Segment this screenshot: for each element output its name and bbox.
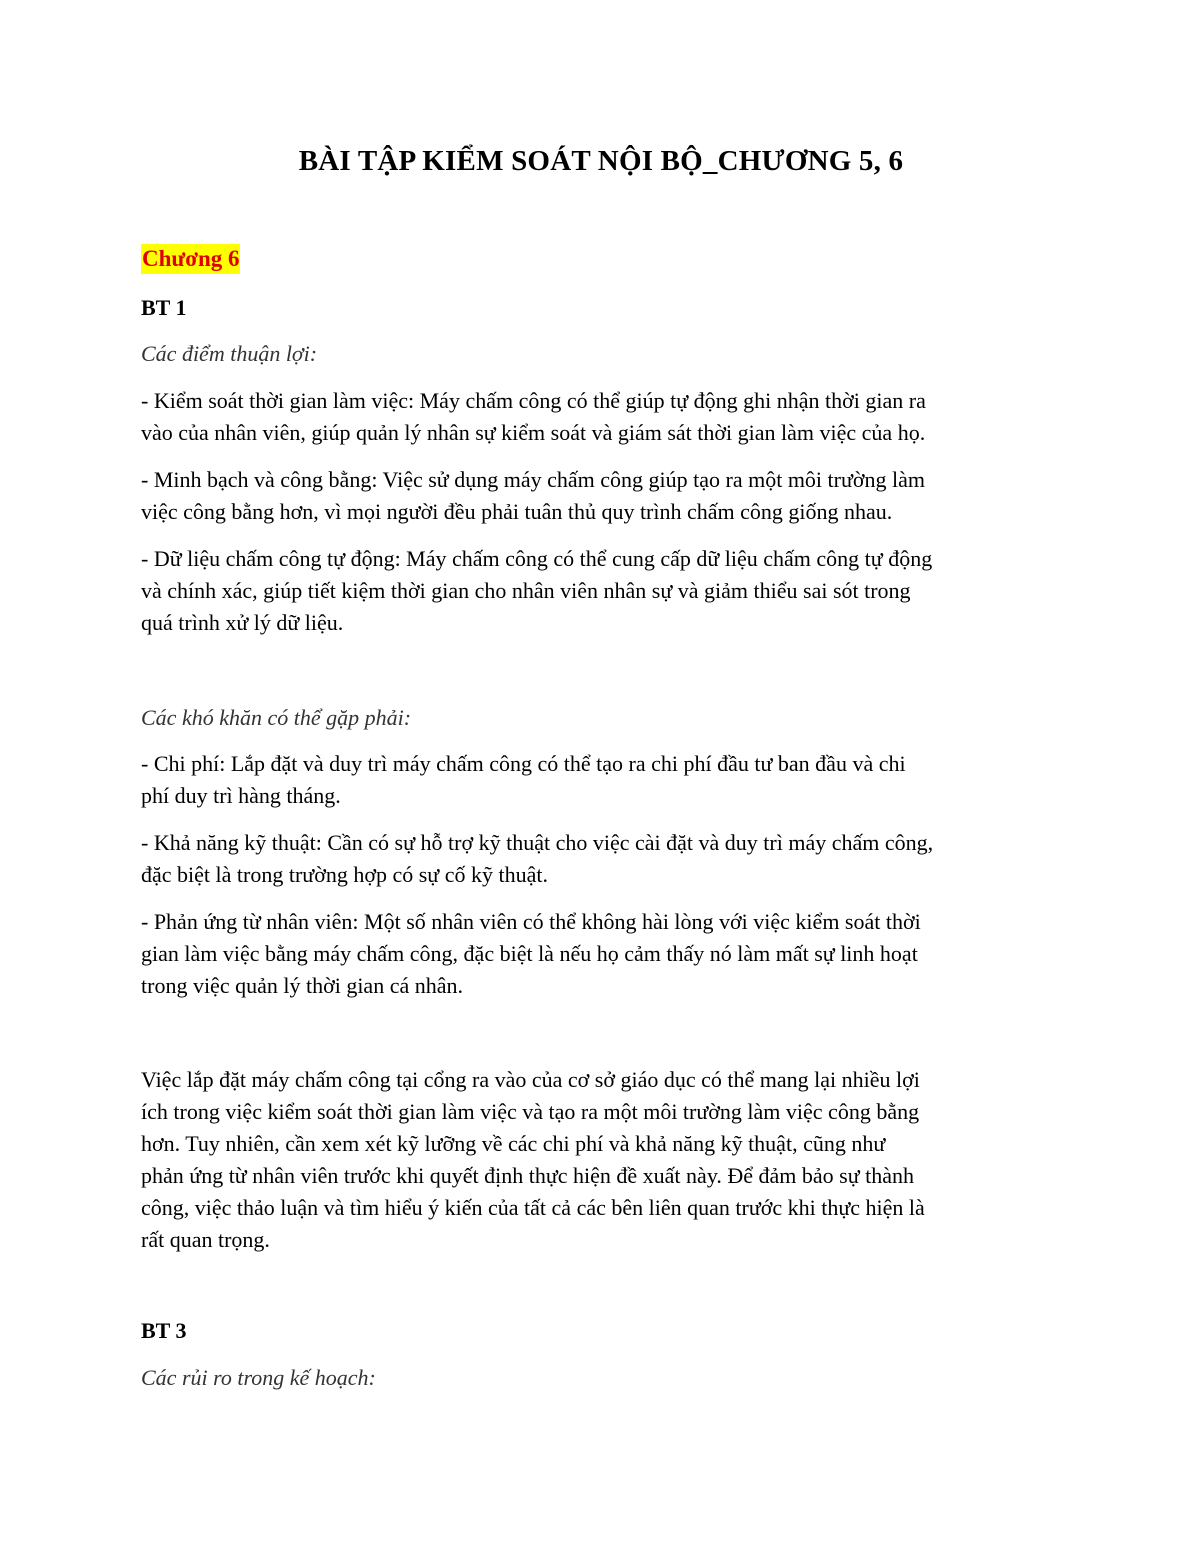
risks-label: Các rủi ro trong kế hoạch:: [141, 1365, 376, 1390]
document-title: BÀI TẬP KIỂM SOÁT NỘI BỘ_CHƯƠNG 5, 6: [298, 145, 904, 177]
difficulty-1-line-1: - Chi phí: Lắp đặt và duy trì máy chấm công có thể tạo ra chi phí đầu tư ban đầu và chi: [141, 751, 906, 776]
advantage-1-line-1: - Kiểm soát thời gian làm việc: Máy chấm công có thể giúp tự động ghi nhận thời gian ra: [141, 388, 926, 413]
difficulties-label: Các khó khăn có thể gặp phải:: [141, 705, 412, 730]
difficulty-2-line-1: - Khả năng kỹ thuật: Cần có sự hỗ trợ kỹ thuật cho việc cài đặt và duy trì máy chấm công,: [141, 830, 934, 855]
advantage-1-line-2: vào của nhân viên, giúp quản lý nhân sự kiểm soát và giám sát thời gian làm việc của họ.: [141, 420, 926, 445]
advantage-item-3: [141, 543, 1061, 639]
advantage-item-2: [141, 464, 1061, 528]
difficulty-item-1: [141, 748, 1061, 812]
difficulty-1-line-2: phí duy trì hàng tháng.: [141, 783, 341, 808]
advantage-3-line-2: và chính xác, giúp tiết kiệm thời gian cho nhân viên nhân sự và giảm thiểu sai sót trong: [141, 578, 911, 603]
conclusion-line-2: ích trong việc kiểm soát thời gian làm việc và tạo ra một môi trường làm việc công bằng: [141, 1099, 920, 1124]
conclusion-paragraph: [141, 1064, 1061, 1256]
difficulty-3-line-2: gian làm việc bằng máy chấm công, đặc biệt là nếu họ cảm thấy nó làm mất sự linh hoạt: [141, 941, 918, 966]
conclusion-line-3: hơn. Tuy nhiên, cần xem xét kỹ lưỡng về các chi phí và khả năng kỹ thuật, cũng như: [141, 1131, 886, 1156]
difficulty-3-line-3: trong việc quản lý thời gian cá nhân.: [141, 973, 463, 998]
advantages-label: Các điểm thuận lợi:: [141, 341, 318, 366]
exercise-heading-bt3: BT 3: [141, 1318, 187, 1343]
difficulty-2-line-2: đặc biệt là trong trường hợp có sự cố kỹ thuật.: [141, 862, 548, 887]
advantage-3-line-1: - Dữ liệu chấm công tự động: Máy chấm công có thể cung cấp dữ liệu chấm công tự động: [141, 546, 933, 571]
advantage-2-line-1: - Minh bạch và công bằng: Việc sử dụng máy chấm công giúp tạo ra một môi trường làm: [141, 467, 926, 492]
advantage-3-line-3: quá trình xử lý dữ liệu.: [141, 610, 344, 635]
advantage-2-line-2: việc công bằng hơn, vì mọi người đều phải tuân thủ quy trình chấm công giống nhau.: [141, 499, 893, 524]
conclusion-line-5: công, việc thảo luận và tìm hiểu ý kiến của tất cả các bên liên quan trước khi thực hiện là: [141, 1195, 925, 1220]
difficulty-3-line-1: - Phản ứng từ nhân viên: Một số nhân viên có thể không hài lòng với việc kiểm soát thời: [141, 909, 921, 934]
chapter-label: Chương 6: [141, 244, 240, 274]
exercise-heading-bt1: BT 1: [141, 295, 187, 320]
advantage-item-1: [141, 385, 1061, 449]
conclusion-line-1: Việc lắp đặt máy chấm công tại cổng ra vào của cơ sở giáo dục có thể mang lại nhiều lợi: [141, 1067, 920, 1092]
difficulty-item-2: [141, 827, 1061, 891]
conclusion-line-4: phản ứng từ nhân viên trước khi quyết định thực hiện đề xuất này. Để đảm bảo sự thành: [141, 1163, 915, 1188]
difficulty-item-3: [141, 906, 1061, 1002]
conclusion-line-6: rất quan trọng.: [141, 1227, 270, 1252]
